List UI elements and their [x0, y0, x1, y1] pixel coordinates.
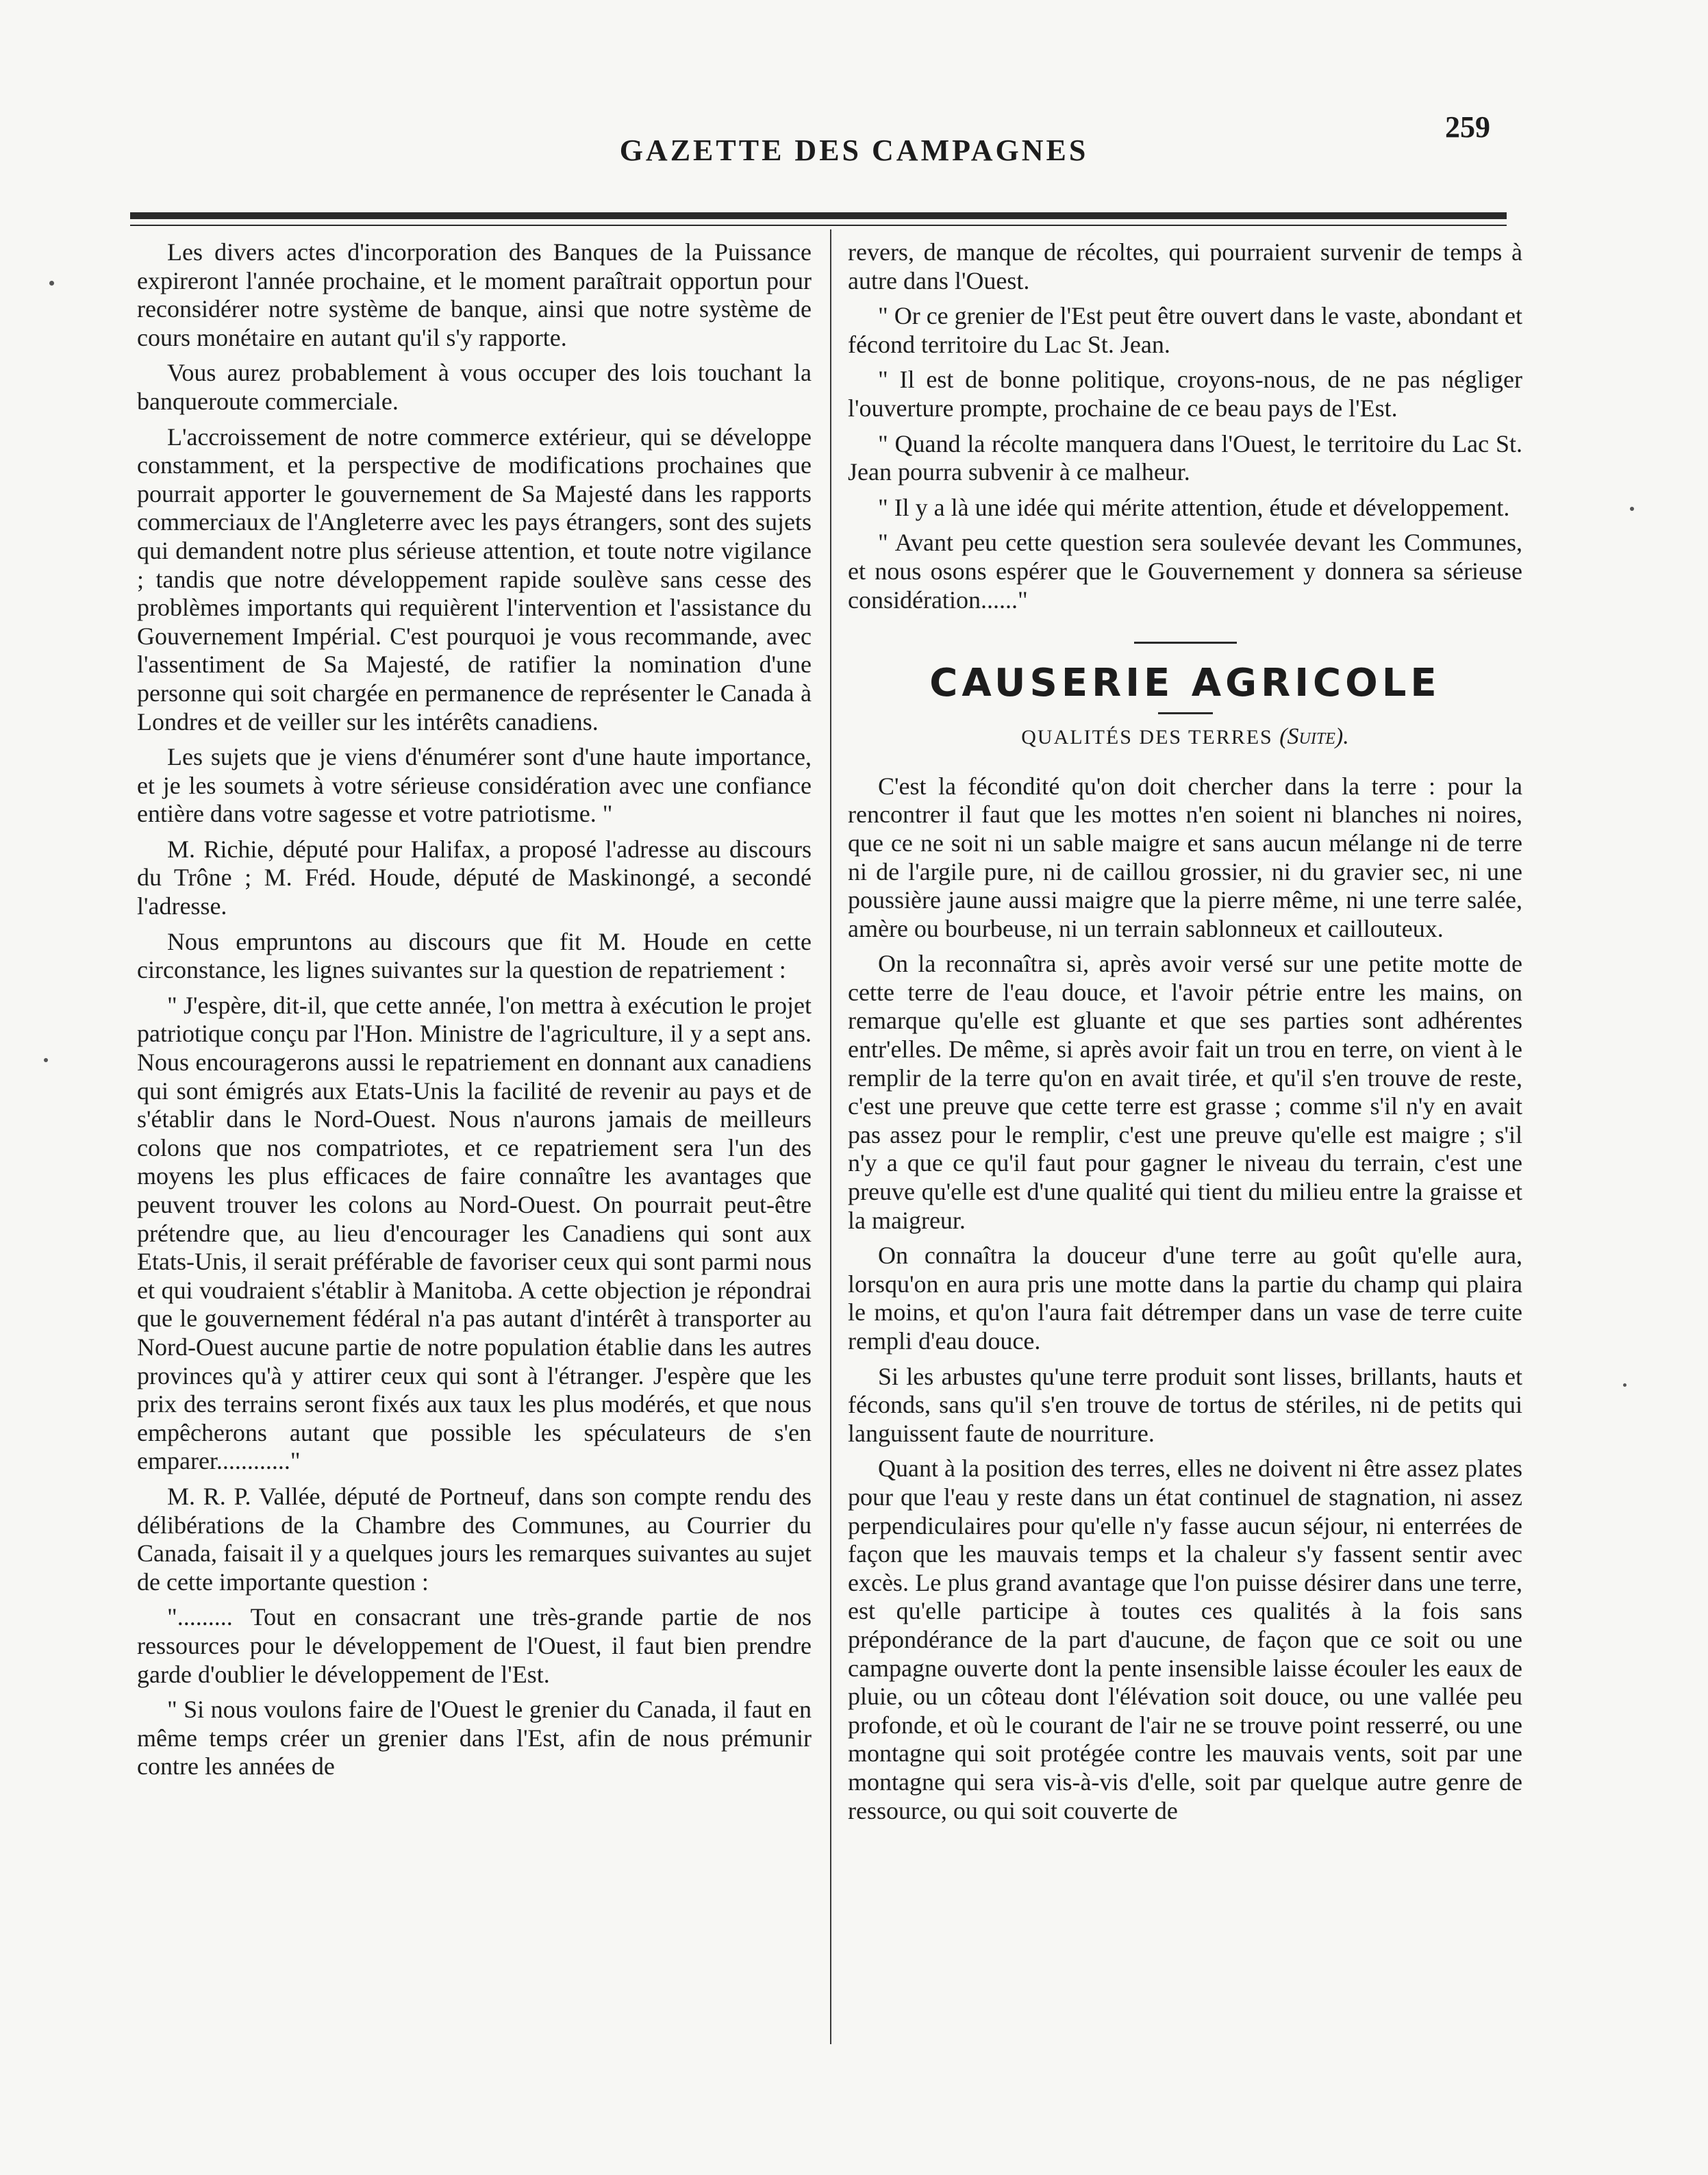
- header-rule-thin: [130, 225, 1507, 226]
- left-paragraph-6: Nous empruntons au discours que fit M. Houde en cette circonstance, les lignes suivantes sur la question de repatriement :: [137, 927, 812, 984]
- section-subtitle: [848, 722, 1522, 752]
- section-paragraph-3: On connaîtra la douceur d'une terre au goût qu'elle aura, lorsqu'on en aura pris une motte dans la partie du champ qui plaira le moins, et qu'on l'aura fait détremper dans un vase de terre cuite rempli d'eau douce.: [848, 1242, 1522, 1355]
- scan-speck: [44, 1058, 48, 1062]
- section-title: CAUSERIE AGRICOLE: [929, 661, 1441, 706]
- section-paragraph-5: Quant à la position des terres, elles ne doivent ni être assez plates pour que l'eau y reste dans un état continuel de stagnation, ni assez perpendiculaires pour qu'elle n'y fasse aucun séjour, ni enterrées de façon que les mauvais temps et la chaleur s'y fassent sentir avec excès. Le plus grand avantage que l'on puisse désirer dans une terre, est qu'elle participe à toutes ces qualités à la fois sans prépondérance de la part d'aucune, de façon que ce soit ou une campagne ouverte dont la pente insensible laisse écouler les eaux de pluie, ou un côteau dont l'élévation soit douce, ou une vallée peu profonde, et où le courant de l'air ne se trouve point resserré, ou une montagne qui soit protégée contre les mauvais vents, soit par une montagne qui sera vis-à-vis d'elle, soit par quelque autre genre de ressource, ou qui soit couverte de: [848, 1455, 1522, 1824]
- left-paragraph-4: Les sujets que je viens d'énumérer sont d'une haute importance, et je les soumets à votre sérieuse considération avec une confiance entière dans votre sagesse et votre patriotisme. ": [137, 743, 812, 828]
- left-paragraph-5: M. Richie, député pour Halifax, a proposé l'adresse au discours du Trône ; M. Fréd. Houde, député de Maskinongé, a secondé l'adresse.: [137, 835, 812, 920]
- left-paragraph-7: " J'espère, dit-il, que cette année, l'on mettra à exécution le projet patriotique conçu par l'Hon. Ministre de l'agriculture, il y a sept ans. Nous encouragerons aussi le repatriement en donnant aux canadiens qui sont émigrés aux Etats-Unis la facilité de revenir au pays et de s'établir dans le Nord-Ouest. Nous n'aurons jamais de meilleurs colons que nos compatriotes, et ce repatriement sera l'un des moyens les plus efficaces de faire connaître les avantages que peuvent trouver les colons au Nord-Ouest. On pourrait peut-être prétendre que, au lieu d'encourager les Canadiens qui sont aux Etats-Unis, il serait préférable de favoriser ceux qui sont parmi nous et qui voudraient s'établir à Manitoba. A cette objection je répondrai que le gouvernement fédéral n'a pas autant d'intérêt à transporter au Nord-Ouest aucune partie de notre population établie dans les autres provinces qu'à y attirer ceux qui sont à l'étranger. J'espère que les prix des terrains seront fixés aux taux les plus modérés, et que nous empêcherons autant que possible les spéculateurs de s'en emparer............": [137, 991, 812, 1475]
- left-column: [137, 238, 812, 1788]
- section-paragraph-2: On la reconnaîtra si, après avoir versé sur une petite motte de cette terre de l'eau douce, et l'avoir pétrie entre les mains, on remarque qu'elle est gluante et que ses parties sont adhérentes entr'elles. De même, si après avoir fait un trou en terre, on vient à le remplir de la terre qu'on en avait tirée, et qu'il s'en trouve de reste, c'est une preuve que cette terre est grasse ; comme s'il n'y en avait pas assez pour le remplir, c'est une preuve qu'elle est maigre ; s'il n'y a que ce qu'il faut pour gagner le niveau du terrain, c'est une preuve qu'elle est d'une qualité qui tient du milieu entre la graisse et la maigreur.: [848, 950, 1522, 1234]
- section-paragraph-4: Si les arbustes qu'une terre produit sont lisses, brillants, hauts et féconds, sans qu'il s'en trouve de tortus de stériles, ni de petits qui languissent faute de nourriture.: [848, 1362, 1522, 1447]
- right-paragraph-3: " Quand la récolte manquera dans l'Ouest, le territoire du Lac St. Jean pourra subvenir à ce malheur.: [848, 429, 1522, 486]
- section-subtitle-suffix: (Suite).: [1279, 724, 1349, 750]
- section-separator: [1134, 642, 1237, 644]
- section-paragraph-1: C'est la fécondité qu'on doit chercher dans la terre : pour la rencontrer il faut que les mottes n'en soient ni blanches ni noires, que ce ne soit ni un sable maigre et sans aucun mélange ni de terre ni de l'argile pure, ni de caillou grossier, ni du gravier sec, ni une poussière jaune aussi maigre que la pierre même, ni une terre salée, amère ou bourbeuse, ni un terrain sablonneux et caillouteux.: [848, 772, 1522, 942]
- right-continuation: revers, de manque de récoltes, qui pourraient survenir de temps à autre dans l'Ouest.: [848, 238, 1522, 294]
- section-subtitle-text: QUALITÉS DES TERRES: [1021, 726, 1273, 749]
- right-paragraph-4: " Il y a là une idée qui mérite attention, étude et développement.: [878, 493, 1510, 521]
- scan-speck: [1623, 1383, 1627, 1387]
- left-paragraph-2: Vous aurez probablement à vous occuper des lois touchant la banqueroute commerciale.: [137, 359, 812, 415]
- left-paragraph-10: " Si nous voulons faire de l'Ouest le grenier du Canada, il faut en même temps créer un grenier dans l'Est, afin de nous prémunir contre les années de: [137, 1696, 812, 1781]
- left-paragraph-9: "......... Tout en consacrant une très-grande partie de nos ressources pour le développement de l'Ouest, il faut bien prendre garde d'oublier le développement de l'Est.: [137, 1603, 812, 1688]
- title-underline: [1158, 712, 1213, 714]
- left-paragraph-3: L'accroissement de notre commerce extérieur, qui se développe constamment, et la perspective de modifications prochaines que pourrait apporter le gouvernement de Sa Majesté dans les rapports commerciaux de l'Angleterre avec les pays étrangers, sont des sujets qui demandent notre plus sérieuse attention, et toute notre vigilance ; tandis que notre développement rapide soulève sans cesse des problèmes importants qui requièrent l'intervention et l'assistance du Gouvernement Impérial. C'est pourquoi je vous recommande, avec l'assentiment de Sa Majesté, de ratifier la nomination d'une personne qui soit chargée en permanence de représenter le Canada à Londres et de veiller sur les intérêts canadiens.: [137, 423, 812, 736]
- column-divider: [830, 229, 831, 2044]
- right-paragraph-2: " Il est de bonne politique, croyons-nous, de ne pas négliger l'ouverture prompte, prochaine de ce beau pays de l'Est.: [848, 366, 1522, 422]
- left-paragraph-8: M. R. P. Vallée, député de Portneuf, dans son compte rendu des délibérations de la Chambre des Communes, au Courrier du Canada, faisait il y a quelques jours les remarques suivantes au sujet de cette importante question :: [137, 1482, 812, 1596]
- right-column: [848, 238, 1522, 1832]
- page-number: 259: [1445, 110, 1490, 144]
- masthead-title: GAZETTE DES CAMPAGNES: [619, 134, 1089, 167]
- left-paragraph-1: Les divers actes d'incorporation des Banques de la Puissance expireront l'année prochaine, et le moment paraîtrait opportun pour reconsidérer notre système de banque, ainsi que notre système de cours monétaire en autant qu'il s'y rapporte.: [137, 238, 812, 351]
- scan-speck: [1630, 507, 1634, 511]
- scan-speck: [49, 281, 54, 286]
- right-paragraph-1: " Or ce grenier de l'Est peut être ouvert dans le vaste, abondant et fécond territoire du Lac St. Jean.: [848, 302, 1522, 358]
- header-rule-thick: [130, 212, 1507, 219]
- right-paragraph-5: " Avant peu cette question sera soulevée devant les Communes, et nous osons espérer que le Gouvernement y donnera sa sérieuse considération......": [848, 529, 1522, 614]
